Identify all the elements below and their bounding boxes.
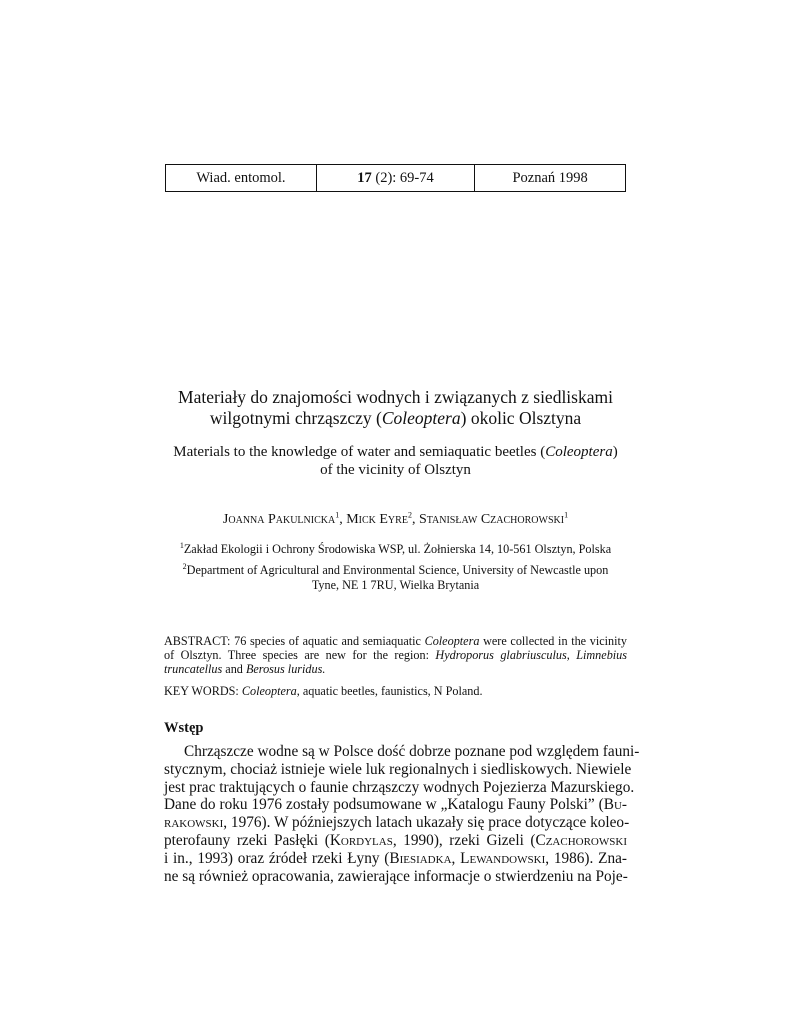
paper-title: Materiały do znajomości wodnych i związanych z siedliskami wilgotnymi chrząszczy (Coleoptera) okolic Olsztyna: [178, 387, 613, 428]
place-year: Poznań 1998: [474, 165, 625, 191]
affiliation-2: $^2$Department of Agricultural and Environmental Science, University of Newcastle upon Tyne, NE 1 7RU, Wielka Brytania: [182, 561, 609, 592]
journal-name: Wiad. entomol.: [196, 169, 286, 186]
abstract: ABSTRACT: 76 species of aquatic and semiaquatic Coleoptera were collected in the vicinity of Olsztyn. Three species are new for the region: Hydroporus glabriusculus, Limnebius truncatellus and Berosus luridus.: [164, 634, 628, 677]
key-words: KEY WORDS: Coleoptera, aquatic beetles, faunistics, N Poland.: [164, 684, 483, 698]
volume-number: 17: [357, 169, 372, 186]
issue-pages: (2): 69-74: [375, 169, 434, 186]
author-list: Joanna Pakulnicka$^1$, Mick Eyre$^2$, Stanisław Czachorowski$^1$: [222, 510, 569, 527]
paper-subtitle: Materials to the knowledge of water and semiaquatic beetles (Coleoptera) of the vicinity of Olsztyn: [173, 444, 618, 478]
author-name: Joanna Pakulnicka: [222, 512, 336, 527]
journal-header-box: [165, 164, 626, 192]
section-heading: Wstęp: [164, 720, 204, 736]
body-paragraph: Chrząszcze wodne są w Polsce dość dobrze poznane pod względem fauni- stycznym, chociaż istnieje wiele luk regionalnych i siedliskowych. Niewiele jest prac traktujących o faunie chrząszczy wodnych Pojezierza Mazurskiego. Dane do roku 1976 zostały podsumowane w „Katalogu Fauny Polski” (Bu- rakowski, 1976). W późniejszych latach ukazały się prace dotyczące koleo- pterofauny rzeki Pasłęki (Kordylas, 1990), rzeki Gizeli (Czachorowski i in., 1993) oraz źródeł rzeki Łyny (Biesiadka, Lewandowski, 1986). Zna- ne są również opracowania, zawierające informacje o stwierdzeniu na Poje-: [164, 743, 640, 885]
affiliation-1: $^1$Zakład Ekologii i Ochrony Środowiska WSP, ul. Żołnierska 14, 10-561 Olsztyn, Polska: [179, 540, 612, 556]
author-name: Mick Eyre: [346, 512, 408, 527]
volume-info: [316, 165, 474, 191]
author-name: Stanisław Czachorowski: [418, 512, 565, 527]
